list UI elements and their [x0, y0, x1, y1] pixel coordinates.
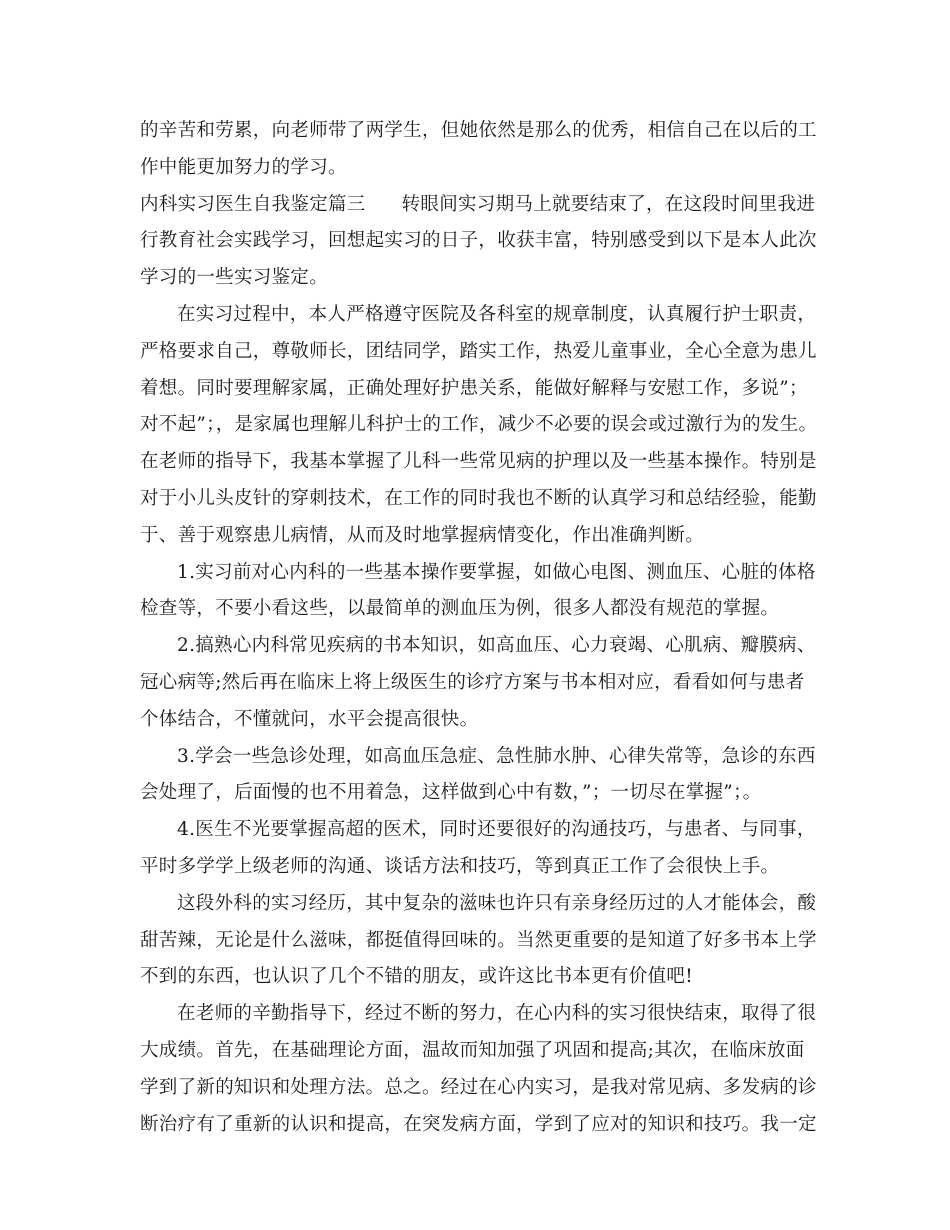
text-line: 冠心病等;然后再在临床上将上级医生的诊疗方案与书本相对应，看看如何与患者 [140, 671, 805, 693]
paragraph-start-line: 在实习过程中，本人严格遵守医院及各科室的规章制度，认真履行护士职责， [177, 303, 817, 325]
text-line: 对于小儿头皮针的穿刺技术，在工作的同时我也不断的认真学习和总结经验，能勤 [140, 487, 817, 509]
text-line: 检查等，不要小看这些，以最简单的测血压为例，很多人都没有规范的掌握。 [140, 598, 780, 620]
text-line: 学习的一些实习鉴定。 [140, 267, 329, 289]
text-line: 平时多学学上级老师的沟通、谈话方法和技巧，等到真正工作了会很快上手。 [140, 855, 780, 877]
text-line: 不到的东西，也认识了几个不错的朋友，或许这比书本更有价值吧! [140, 966, 693, 988]
text-line: 在老师的指导下，我基本掌握了儿科一些常见病的护理以及一些基本操作。特别是 [140, 451, 817, 473]
text-line: 行教育社会实践学习，回想起实习的日子，收获丰富，特别感受到以下是本人此次 [140, 230, 817, 252]
text-line: 个体结合，不懂就问，水平会提高很快。 [140, 708, 479, 730]
list-item-1-line: 1.实习前对心内科的一些基本操作要掌握，如做心电图、测血压、心脏的体格 [177, 561, 816, 583]
document-page [140, 113, 820, 1143]
text-line: 转眼间实习期马上就要结束了，在这段时间里我进 [401, 193, 816, 215]
text-line: 甜苦辣，无论是什么滋味，都挺值得回味的。当然更重要的是知道了好多书本上学 [140, 929, 817, 951]
text-line: 会处理了，后面慢的也不用着急，这样做到心中有数，”；一切尽在掌握”；。 [140, 782, 762, 804]
list-item-4-line: 4.医生不光要掌握高超的医术，同时还要很好的沟通技巧，与患者、与同事， [177, 819, 816, 841]
section-heading-line [140, 187, 820, 224]
text-line: 着想。同时要理解家属，正确处理好护患关系，能做好解释与安慰工作，多说”； [140, 377, 808, 399]
text-line: 的辛苦和劳累，向老师带了两学生，但她依然是那么的优秀，相信自己在以后的工 [140, 120, 817, 141]
text-line: 断治疗有了重新的认识和提高，在突发病方面，学到了应对的知识和技巧。我一定 [140, 1113, 817, 1135]
list-item-2-line: 2.搞熟心内科常见疾病的书本知识，如高血压、心力衰竭、心肌病、瓣膜病、 [177, 635, 816, 657]
text-line: 对不起”；，是家属也理解儿科护士的工作，减少不必要的误会或过激行为的发生。 [140, 414, 818, 436]
text-line: 于、善于观察患儿病情，从而及时地掌握病情变化，作出准确判断。 [140, 524, 705, 546]
list-item-3-line: 3.学会一些急诊处理，如高血压急症、急性肺水肿、心律失常等，急诊的东西 [177, 745, 816, 767]
text-line: 大成绩。首先，在基础理论方面，温故而知加强了巩固和提高;其次，在临床放面 [140, 1039, 805, 1061]
text-line: 严格要求自己，尊敬师长，团结同学，踏实工作，热爱儿童事业，全心全意为患儿 [140, 340, 817, 362]
text-line: 作中能更加努力的学习。 [140, 156, 347, 178]
paragraph-start-line: 这段外科的实习经历，其中复杂的滋味也许只有亲身经历过的人才能体会，酸 [177, 892, 817, 914]
paragraph-start-line: 在老师的辛勤指导下，经过不断的努力，在心内科的实习很快结束，取得了很 [177, 1003, 817, 1025]
section-heading: 内科实习医生自我鉴定篇三 [140, 193, 366, 215]
text-line: 学到了新的知识和处理方法。总之。经过在心内实习，是我对常见病、多发病的诊 [140, 1076, 817, 1098]
